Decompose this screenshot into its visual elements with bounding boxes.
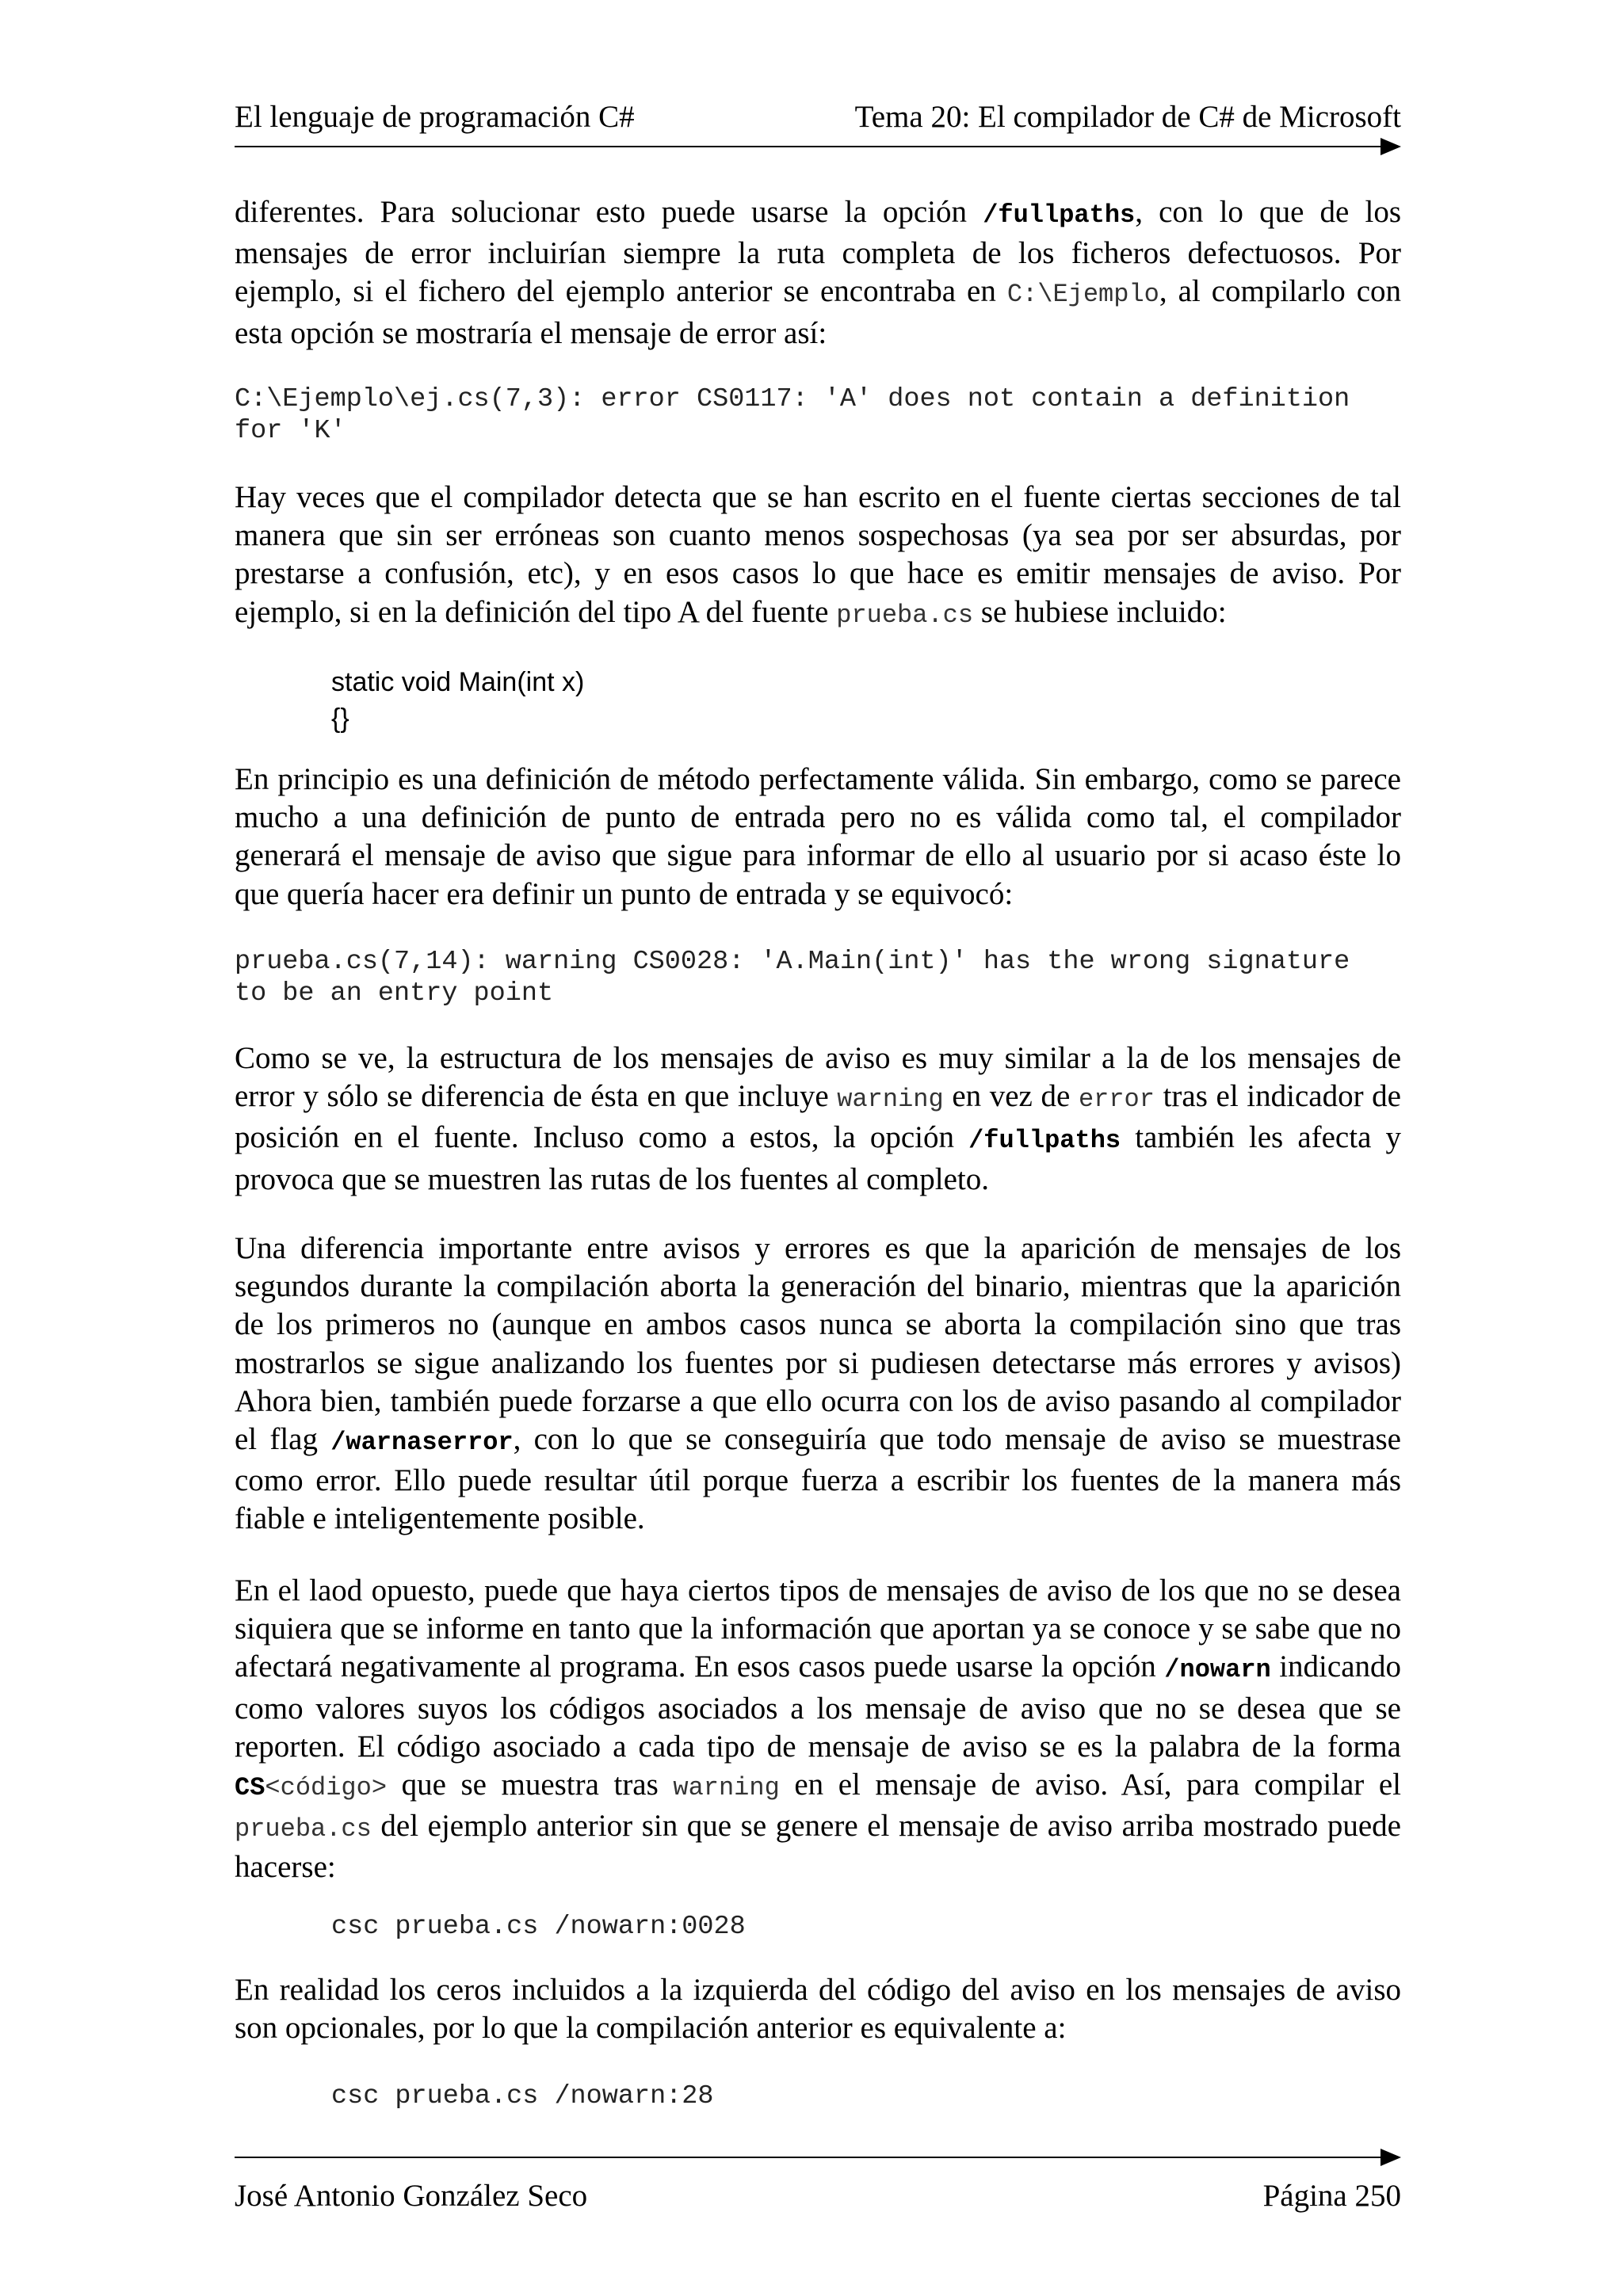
code-placeholder: <código> bbox=[265, 1773, 388, 1803]
code-main-method: static void Main(int x) {} bbox=[331, 667, 585, 734]
p2-text-1: Hay veces que el compilador detecta que se han escrito en el fuente ciertas secciones de tal manera que sin ser erróneas son cuanto menos sospechosas (ya sea por ser absurdas, por prestarse a confusión, etc), y en esos casos lo que hace es emitir mensajes de aviso. Por ejemplo, si en la definición del tipo A del fuente bbox=[235, 480, 1401, 629]
code-nowarn-28: csc prueba.cs /nowarn:28 bbox=[331, 2081, 714, 2111]
keyword-warning: warning bbox=[837, 1085, 944, 1115]
header-chapter-title: Tema 20: El compilador de C# de Microsoft bbox=[854, 100, 1401, 134]
footer-rule-arrow-icon bbox=[1381, 2149, 1401, 2166]
paragraph-nowarn bbox=[235, 1572, 1401, 1887]
header-rule bbox=[235, 146, 1387, 147]
p1-text-2: , con lo que de los mensajes de error incluirían siempre la ruta completa de los ficheros defectuosos. Por ejemplo, si el fichero del ejemplo anterior se encontraba en bbox=[235, 195, 1402, 309]
paragraph-warnaserror bbox=[235, 1230, 1401, 1539]
code-warning-message: prueba.cs(7,14): warning CS0028: 'A.Main(int)' has the wrong signature to be an entry point bbox=[235, 947, 1350, 1009]
p6-text-3: que se muestra tras bbox=[387, 1768, 674, 1802]
p6-text-2: indicando como valores suyos los códigos asociados a los mensaje de aviso que no se desea que se reporten. El código asociado a cada tipo de mensaje de aviso se es la palabra de la forma bbox=[235, 1650, 1401, 1764]
page-footer bbox=[235, 2177, 1401, 2215]
p1-text-3: , al compilarlo con esta opción se mostraría el mensaje de error así: bbox=[235, 274, 1401, 350]
p2-text-2: se hubiese incluido: bbox=[973, 594, 1227, 629]
p6-text-5: del ejemplo anterior sin que se genere el mensaje de aviso arriba mostrado puede hacerse: bbox=[235, 1809, 1401, 1885]
page-header bbox=[235, 98, 1401, 136]
paragraph-fullpaths bbox=[235, 193, 1401, 353]
path-ejemplo: C:\Ejemplo bbox=[1006, 280, 1159, 310]
p1-text-1: diferentes. Para solucionar esto puede usarse la opción bbox=[235, 195, 983, 229]
p4-text-2: en vez de bbox=[943, 1079, 1079, 1114]
option-nowarn: /nowarn bbox=[1164, 1655, 1271, 1685]
option-fullpaths-2: /fullpaths bbox=[968, 1126, 1121, 1156]
keyword-error: error bbox=[1078, 1085, 1155, 1115]
paragraph-warning-structure bbox=[235, 1039, 1401, 1199]
footer-rule bbox=[235, 2157, 1387, 2158]
p5-text-1: Una diferencia importante entre avisos y errores es que la aparición de mensajes de los segundos durante la compilación aborta la generación del binario, mientras que la aparición de los primeros no (aunque en ambos casos nunca se aborta la compilación sino que tras mostrarlos se sigue analizando los fuentes por si pudiesen detectarse más errores y avisos) Ahora bien, también puede forzarse a que ello ocurra con los de aviso pasando al compilador el flag bbox=[235, 1231, 1401, 1457]
paragraph-leading-zeros: En realidad los ceros incluidos a la izquierda del código del aviso en los mensajes de aviso son opcionales, por lo que la compilación anterior es equivalente a: bbox=[235, 1973, 1401, 2046]
paragraph-method-definition: En principio es una definición de método perfectamente válida. Sin embargo, como se parece mucho a una definición de punto de entrada pero no es válida como tal, el compilador generará el mensaje de aviso que sigue para informar de ello al usuario por si acaso éste lo que quería hacer era definir un punto de entrada y se equivocó: bbox=[235, 762, 1401, 911]
code-error-message: C:\Ejemplo\ej.cs(7,3): error CS0117: 'A' does not contain a definition for 'K' bbox=[235, 384, 1350, 446]
code-nowarn-0028: csc prueba.cs /nowarn:0028 bbox=[331, 1912, 746, 1942]
file-prueba-cs-2: prueba.cs bbox=[235, 1814, 372, 1844]
header-book-title: El lenguaje de programación C# bbox=[235, 100, 635, 134]
p4-text-4: también les afecta y provoca que se muestren las rutas de los fuentes al completo. bbox=[235, 1120, 1401, 1196]
p5-text-2: , con lo que se conseguiría que todo mensaje de aviso se muestrase como error. Ello puede resultar útil porque fuerza a escribir los fuentes de la manera más fiable e inteligentemente posible. bbox=[235, 1422, 1401, 1536]
header-rule-arrow-icon bbox=[1381, 138, 1401, 155]
option-warnaserror: /warnaserror bbox=[330, 1428, 514, 1458]
p4-text-3: tras el indicador de posición en el fuente. Incluso como a estos, la opción bbox=[235, 1079, 1401, 1155]
footer-page-number: Página 250 bbox=[1262, 2179, 1401, 2213]
option-fullpaths: /fullpaths bbox=[983, 200, 1136, 230]
file-prueba-cs: prueba.cs bbox=[836, 600, 974, 630]
footer-author: José Antonio González Seco bbox=[235, 2179, 588, 2213]
p6-text-1: En el laod opuesto, puede que haya ciertos tipos de mensajes de aviso de los que no se desea siquiera que se informe en tanto que la información que aportan ya se conoce y se sabe que no afectará negativamente al programa. En esos casos puede usarse la opción bbox=[235, 1573, 1401, 1684]
p6-text-4: en el mensaje de aviso. Así, para compilar el bbox=[779, 1768, 1401, 1802]
p4-text-1: Como se ve, la estructura de los mensajes de aviso es muy similar a la de los mensajes de error y sólo se diferencia de ésta en que incluye bbox=[235, 1041, 1401, 1114]
paragraph-warnings-intro bbox=[235, 479, 1401, 635]
keyword-warning-2: warning bbox=[673, 1773, 780, 1803]
code-prefix-cs: CS bbox=[235, 1773, 265, 1803]
